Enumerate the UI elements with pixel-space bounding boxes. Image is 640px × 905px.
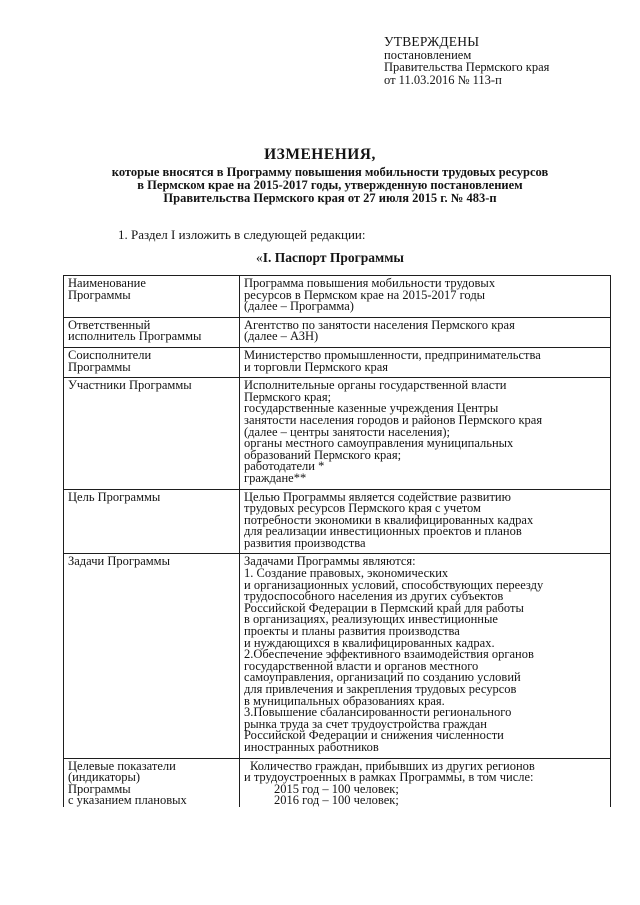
row-value-line: (далее – АЗН) <box>244 329 319 344</box>
table-row <box>64 276 611 318</box>
row-value-line: государственной власти и органов местного <box>244 658 479 673</box>
opening-quote-mark: « <box>256 250 263 265</box>
row-value-line: проекты и планы развития производства <box>244 624 460 639</box>
table-row <box>64 554 611 758</box>
row-label-line: Программы <box>68 359 131 374</box>
row-value-line: Количество граждан, прибывших из других регионов <box>250 758 535 773</box>
row-value-line: развития производства <box>244 535 366 550</box>
row-value-line: и организационных условий, способствующих переезду <box>244 577 544 592</box>
approval-line: от 11.03.2016 № 113-п <box>384 72 502 87</box>
row-value-line: работодатели * <box>244 459 325 474</box>
table-row <box>64 378 611 489</box>
row-value-line: Задачами Программы являются: <box>244 554 416 569</box>
row-value-cell <box>240 378 611 489</box>
row-value-year-item: 2016 год – 100 человек; <box>274 793 399 808</box>
row-label-line: Наименование <box>68 276 146 290</box>
row-label-cell <box>64 554 240 758</box>
row-label-cell <box>64 276 240 318</box>
row-value-line: ресурсов в Пермском крае на 2015-2017 годы <box>244 287 486 302</box>
row-label-line: Задачи Программы <box>68 554 170 569</box>
row-value-line: иностранных работников <box>244 739 379 754</box>
row-value-line: 1. Создание правовых, экономических <box>244 566 449 581</box>
passport-heading-text: I. Паспорт Программы <box>262 250 404 265</box>
row-label-line: с указанием плановых <box>68 793 187 808</box>
row-value-line: Российской Федерации в Пермский край для работы <box>244 600 524 615</box>
row-value-line: Агентство по занятости населения Пермского края <box>244 317 515 332</box>
subtitle-line: в Пермском крае на 2015-2017 годы, утвержденную постановлением <box>137 177 523 192</box>
row-value-cell <box>240 347 611 377</box>
row-value-line: потребности экономики в квалифицированных кадрах <box>244 512 534 527</box>
row-label-cell <box>64 758 240 807</box>
document-subtitle <box>60 166 600 204</box>
table-row <box>64 489 611 554</box>
row-value-line: занятости населения городов и районов Пермского края <box>244 412 543 427</box>
row-value-year-item: 2015 год – 100 человек; <box>274 781 399 796</box>
row-value-line: 3.Повышение сбалансированности регионального <box>244 705 512 720</box>
row-value-line: и торговли Пермского края <box>244 359 389 374</box>
row-label-cell <box>64 378 240 489</box>
row-label-cell <box>64 317 240 347</box>
row-value-line: самоуправления, организаций по созданию условий <box>244 670 521 685</box>
row-value-cell <box>240 317 611 347</box>
row-value-cell <box>240 489 611 554</box>
row-value-line: Министерство промышленности, предпринимательства <box>244 347 541 362</box>
row-label-line: Целевые показатели <box>68 758 176 773</box>
row-value-line: Пермского края; <box>244 389 332 404</box>
intro-paragraph: 1. Раздел I изложить в следующей редакции: <box>118 227 366 242</box>
row-label-line: Цель Программы <box>68 489 161 504</box>
row-value-cell <box>240 758 611 807</box>
row-value-line: Целью Программы является содействие развитию <box>244 489 511 504</box>
table-row <box>64 347 611 377</box>
row-value-line: Программа повышения мобильности трудовых <box>244 276 496 290</box>
row-value-line: рынка труда за счет трудоустройства граждан <box>244 716 487 731</box>
table-row <box>64 758 611 807</box>
row-value-line: трудовых ресурсов Пермского края с учетом <box>244 501 481 516</box>
row-value-line: образований Пермского края; <box>244 447 402 462</box>
passport-table <box>63 275 611 807</box>
approval-stamp: УТВЕРЖДЕНЫ <box>384 34 480 49</box>
row-label-line: Соисполнители <box>68 347 152 362</box>
row-label-line: Ответственный <box>68 317 151 332</box>
row-value-line: Российской Федерации и снижения численности <box>244 728 504 743</box>
approval-stamp-block <box>384 36 549 86</box>
row-value-line: для реализации инвестиционных проектов и планов <box>244 524 522 539</box>
row-value-line: и нуждающихся в квалифицированных кадрах. <box>244 635 495 650</box>
row-value-line: Исполнительные органы государственной власти <box>244 378 507 393</box>
row-value-line: и трудоустроенных в рамках Программы, в том числе: <box>244 770 534 785</box>
row-value-line: государственные казенные учреждения Центры <box>244 401 499 416</box>
row-value-line: 2.Обеспечение эффективного взаимодействия органов <box>244 647 534 662</box>
row-label-line: исполнитель Программы <box>68 329 202 344</box>
approval-line: постановлением <box>384 47 472 62</box>
subtitle-line: которые вносятся в Программу повышения мобильности трудовых ресурсов <box>111 165 549 179</box>
approval-line: Правительства Пермского края <box>384 60 550 75</box>
subtitle-line: Правительства Пермского края от 27 июля 2015 г. № 483-п <box>163 190 497 205</box>
row-label-line: Программы <box>68 287 131 302</box>
row-value-cell <box>240 554 611 758</box>
passport-heading <box>256 250 404 266</box>
row-label-line: (индикаторы) <box>68 770 141 785</box>
row-label-cell <box>64 347 240 377</box>
row-value-cell <box>240 276 611 318</box>
row-value-line: для привлечения и закрепления трудовых ресурсов <box>244 682 517 696</box>
document-title: ИЗМЕНЕНИЯ, <box>264 146 376 163</box>
row-value-line: трудоспособного населения из других субъектов <box>244 589 504 604</box>
row-label-line: Участники Программы <box>68 378 192 393</box>
row-value-line: в организациях, реализующих инвестиционные <box>244 612 498 627</box>
row-value-line: органы местного самоуправления муниципальных <box>244 436 514 451</box>
row-value-line: (далее – Программа) <box>244 299 354 314</box>
row-label-cell <box>64 489 240 554</box>
row-value-line: (далее – центры занятости населения); <box>244 424 450 439</box>
table-row <box>64 317 611 347</box>
row-value-line: в муниципальных образованиях края. <box>244 693 445 708</box>
row-label-line: Программы <box>68 781 131 796</box>
row-value-line: граждане** <box>244 470 307 485</box>
